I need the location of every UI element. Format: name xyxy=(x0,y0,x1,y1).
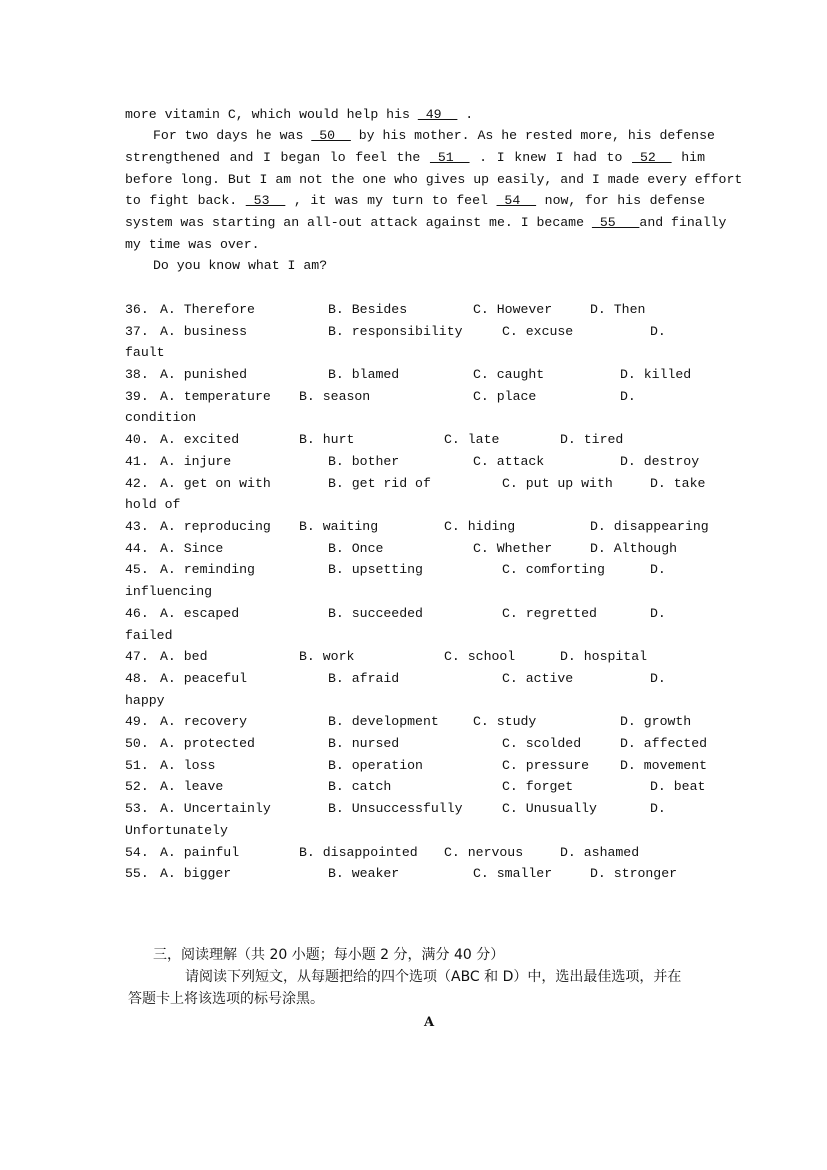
question-number: 51. xyxy=(125,758,149,773)
option-a: A. escaped xyxy=(160,606,240,621)
question-row xyxy=(125,559,705,580)
instruction-line-2: 答题卡上将该选项的标号涂黑。 xyxy=(128,991,324,1007)
option-c: C. attack xyxy=(473,454,545,469)
option-d-continued: fault xyxy=(125,345,165,360)
option-b: B. blamed xyxy=(328,367,400,382)
option-d: D. Although xyxy=(590,541,678,556)
option-d: D. affected xyxy=(620,736,708,751)
option-b: B. bother xyxy=(328,454,400,469)
option-c: C. However xyxy=(473,302,553,317)
option-c: C. forget xyxy=(502,779,574,794)
option-b: B. Besides xyxy=(328,302,408,317)
question-number: 47. xyxy=(125,649,149,664)
option-a: A. loss xyxy=(160,758,216,773)
option-b: B. development xyxy=(328,714,439,729)
option-d-continued: hold of xyxy=(125,497,181,512)
option-d-wrap xyxy=(125,581,705,602)
question-row xyxy=(125,711,705,732)
question-row xyxy=(125,863,705,884)
option-d: D. destroy xyxy=(620,454,700,469)
option-b: B. hurt xyxy=(299,432,355,447)
passage-line-8: Do you know what I am? xyxy=(153,258,328,273)
option-a: A. temperature xyxy=(160,389,271,404)
option-c: C. smaller xyxy=(473,866,553,881)
blank-55: 55 xyxy=(591,215,640,230)
question-row xyxy=(125,386,705,407)
option-d: D. xyxy=(650,562,666,577)
question-number: 50. xyxy=(125,736,149,751)
option-c: C. school xyxy=(444,649,516,664)
question-row xyxy=(125,668,705,689)
option-d-wrap xyxy=(125,494,705,515)
option-b: B. nursed xyxy=(328,736,400,751)
question-row xyxy=(125,538,705,559)
option-c: C. nervous xyxy=(444,845,524,860)
option-c: C. pressure xyxy=(502,758,590,773)
question-number: 36. xyxy=(125,302,149,317)
option-a: A. get on with xyxy=(160,476,271,491)
passage-line-1: more vitamin C, which would help his 49 . xyxy=(125,104,705,125)
option-c: C. regretted xyxy=(502,606,597,621)
option-b: B. succeeded xyxy=(328,606,423,621)
question-row xyxy=(125,299,705,320)
question-row xyxy=(125,364,705,385)
question-number: 45. xyxy=(125,562,149,577)
option-c: C. put up with xyxy=(502,476,613,491)
question-row xyxy=(125,646,705,667)
question-row xyxy=(125,776,705,797)
option-b: B. catch xyxy=(328,779,392,794)
question-number: 42. xyxy=(125,476,149,491)
option-d-wrap xyxy=(125,690,705,711)
blank-51: 51 xyxy=(429,150,470,165)
passage-line-6: system was starting an all-out attack against me. I became 55 and finally xyxy=(125,212,705,233)
option-a: A. Since xyxy=(160,541,224,556)
question-number: 46. xyxy=(125,606,149,621)
option-c: C. place xyxy=(473,389,537,404)
option-a: A. peaceful xyxy=(160,671,248,686)
option-d: D. xyxy=(650,671,666,686)
option-d-wrap xyxy=(125,407,705,428)
option-a: A. protected xyxy=(160,736,255,751)
option-a: A. excited xyxy=(160,432,240,447)
question-number: 40. xyxy=(125,432,149,447)
blank-54: 54 xyxy=(496,193,537,208)
option-d-continued: condition xyxy=(125,410,197,425)
option-c: C. study xyxy=(473,714,537,729)
option-d: D. xyxy=(650,801,666,816)
section-heading: 三，阅读理解（共 20 小题；每小题 2 分，满分 40 分） xyxy=(153,947,505,963)
option-d-continued: happy xyxy=(125,693,165,708)
option-a: A. reminding xyxy=(160,562,255,577)
option-d-wrap xyxy=(125,625,705,646)
option-d: D. ashamed xyxy=(560,845,640,860)
option-b: B. weaker xyxy=(328,866,400,881)
question-row xyxy=(125,842,705,863)
option-a: A. reproducing xyxy=(160,519,271,534)
option-b: B. Once xyxy=(328,541,384,556)
question-number: 37. xyxy=(125,324,149,339)
blank-50: 50 xyxy=(311,128,351,143)
option-b: B. upsetting xyxy=(328,562,423,577)
question-row xyxy=(125,603,705,624)
option-d: D. Then xyxy=(590,302,646,317)
option-a: A. injure xyxy=(160,454,232,469)
option-c: C. active xyxy=(502,671,574,686)
question-row xyxy=(125,321,705,342)
question-row xyxy=(125,755,708,776)
question-row xyxy=(125,733,708,754)
option-d: D. xyxy=(650,324,666,339)
option-a: A. punished xyxy=(160,367,248,382)
question-number: 43. xyxy=(125,519,149,534)
option-d: D. tired xyxy=(560,432,624,447)
option-c: C. hiding xyxy=(444,519,516,534)
question-number: 54. xyxy=(125,845,149,860)
option-b: B. waiting xyxy=(299,519,379,534)
question-number: 48. xyxy=(125,671,149,686)
option-b: B. work xyxy=(299,649,355,664)
instruction-line-1: 请阅读下列短文，从每题把给的四个选项（ABC 和 D）中，选出最佳选项，并在 xyxy=(185,969,682,985)
option-d-wrap xyxy=(125,342,705,363)
part-letter: A xyxy=(424,1015,435,1030)
question-row xyxy=(125,473,705,494)
option-a: A. leave xyxy=(160,779,224,794)
question-row xyxy=(125,516,709,537)
question-number: 53. xyxy=(125,801,149,816)
passage-line-2: For two days he was 50 by his mother. As he rested more, his defense xyxy=(125,125,705,146)
option-d: D. beat xyxy=(650,779,706,794)
option-b: B. responsibility xyxy=(328,324,463,339)
option-d-continued: Unfortunately xyxy=(125,823,228,838)
passage-line-3: strengthened and I began lo feel the 51 . I knew I had to 52 him xyxy=(125,147,705,168)
question-number: 49. xyxy=(125,714,149,729)
option-d: D. growth xyxy=(620,714,692,729)
option-c: C. Unusually xyxy=(502,801,597,816)
option-c: C. scolded xyxy=(502,736,582,751)
option-c: C. excuse xyxy=(502,324,574,339)
option-d: D. hospital xyxy=(560,649,648,664)
option-d: D. disappearing xyxy=(590,519,709,534)
option-d-wrap xyxy=(125,820,705,841)
question-row xyxy=(125,451,705,472)
passage-line-4: before long. But I am not the one who gives up easily, and I made every effort xyxy=(125,172,743,187)
option-a: A. business xyxy=(160,324,248,339)
question-number: 41. xyxy=(125,454,149,469)
question-number: 52. xyxy=(125,779,149,794)
passage-line-7: my time was over. xyxy=(125,237,260,252)
question-number: 38. xyxy=(125,367,149,382)
option-a: A. bed xyxy=(160,649,208,664)
option-b: B. disappointed xyxy=(299,845,418,860)
option-d: D. take xyxy=(650,476,706,491)
option-d-continued: influencing xyxy=(125,584,213,599)
question-number: 55. xyxy=(125,866,149,881)
option-b: B. season xyxy=(299,389,371,404)
option-d: D. xyxy=(650,606,666,621)
question-row xyxy=(125,798,705,819)
blank-52: 52 xyxy=(632,150,672,165)
option-c: C. caught xyxy=(473,367,545,382)
option-c: C. comforting xyxy=(502,562,605,577)
option-a: A. bigger xyxy=(160,866,232,881)
option-b: B. Unsuccessfully xyxy=(328,801,463,816)
option-b: B. get rid of xyxy=(328,476,431,491)
option-d: D. killed xyxy=(620,367,692,382)
question-number: 44. xyxy=(125,541,149,556)
option-a: A. painful xyxy=(160,845,240,860)
option-d: D. stronger xyxy=(590,866,678,881)
question-number: 39. xyxy=(125,389,149,404)
passage-line-5: to fight back. 53 , it was my turn to feel 54 now, for his defense xyxy=(125,190,705,211)
option-d-continued: failed xyxy=(125,628,173,643)
option-a: A. recovery xyxy=(160,714,248,729)
option-d: D. movement xyxy=(620,758,708,773)
option-c: C. Whether xyxy=(473,541,553,556)
option-d: D. xyxy=(620,389,636,404)
option-a: A. Uncertainly xyxy=(160,801,271,816)
option-c: C. late xyxy=(444,432,500,447)
option-b: B. afraid xyxy=(328,671,400,686)
blank-53: 53 xyxy=(245,193,286,208)
option-a: A. Therefore xyxy=(160,302,255,317)
question-row xyxy=(125,429,705,450)
option-b: B. operation xyxy=(328,758,423,773)
blank-49: 49 xyxy=(417,107,458,122)
